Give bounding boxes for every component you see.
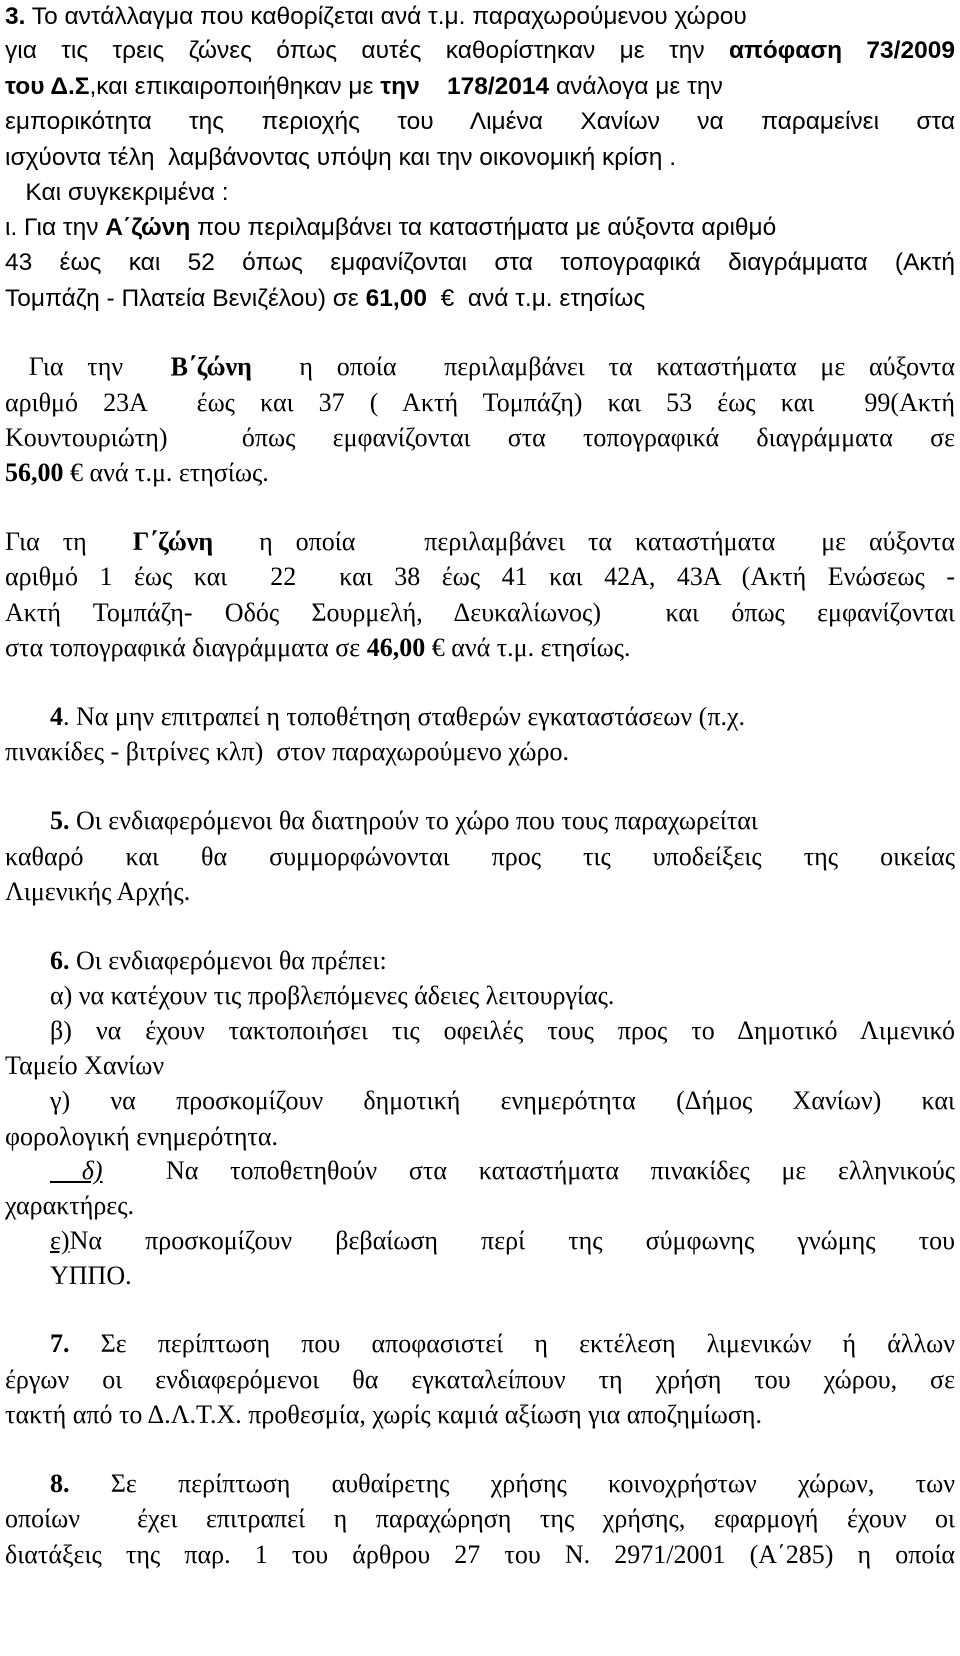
- zone-a-label: Α΄ζώνη: [105, 214, 191, 241]
- section-6-item-d-line-2: χαρακτήρες.: [5, 1191, 135, 1220]
- zone-a-price: 61,00: [365, 285, 427, 312]
- section-4-line-2: πινακίδες - βιτρίνες κλπ) στον παραχωρούμενο χώρο.: [5, 737, 569, 766]
- zone-b-label: Β΄ζώνη: [170, 352, 252, 381]
- section-8-line-3: διατάξεις της παρ. 1 του άρθρου 27 του Ν. 2971/2001 (Α΄285) η οποία: [5, 1540, 955, 1569]
- section-6-item-a: α) να κατέχουν τις προβλεπόμενες άδειες λειτουργίας.: [50, 981, 615, 1010]
- section-5-line-2: καθαρό και θα συμμορφώνονται προς τις υποδείξεις της οικείας: [5, 842, 955, 871]
- section-6-item-d-line-1: δ) Να τοποθετηθούν στα καταστήματα πινακίδες με ελληνικούς: [50, 1156, 956, 1185]
- section-3-line-3: του Δ.Σ,και επικαιροποιήθηκαν με την 178/2014 ανάλογα με την: [5, 73, 723, 100]
- section-3-line-2: για τις τρεις ζώνες όπως αυτές καθορίστηκαν με την απόφαση 73/2009: [5, 37, 955, 64]
- zone-c-line-1: Για τη Γ΄ζώνη η οποία περιλαμβάνει τα καταστήματα με αύξοντα: [5, 527, 955, 556]
- section-4-number: 4: [50, 702, 63, 731]
- zone-b-line-1: Για την Β΄ζώνη η οποία περιλαμβάνει τα καταστήματα με αύξοντα: [5, 352, 955, 381]
- section-6-line-1: 6. Οι ενδιαφερόμενοι θα πρέπει:: [50, 946, 387, 975]
- section-3-line-5: ισχύοντα τέλη λαμβάνοντας υπόψη και την οικονομική κρίση .: [5, 144, 677, 171]
- zone-c-line-3: Ακτή Τομπάζη- Οδός Σουρμελή, Δευκαλίωνος) και όπως εμφανίζονται: [5, 598, 955, 627]
- section-4-line-1: 4. Να μην επιτραπεί η τοποθέτηση σταθερών εγκαταστάσεων (π.χ.: [50, 702, 746, 731]
- section-5-line-3: Λιμενικής Αρχής.: [5, 877, 191, 906]
- zone-c-price: 46,00: [366, 633, 426, 662]
- section-7-line-2: έργων οι ενδιαφερόμενοι θα εγκαταλείπουν τη χρήση του χώρου, σε: [5, 1365, 955, 1394]
- section-7-line-3: τακτή από το Δ.Λ.Τ.Χ. προθεσμία, χωρίς καμιά αξίωση για αποζημίωση.: [5, 1400, 763, 1429]
- zone-a-line-1: ι. Για την Α΄ζώνη που περιλαμβάνει τα καταστήματα με αύξοντα αριθμό: [5, 214, 777, 241]
- section-8-line-1: 8. Σε περίπτωση αυθαίρετης χρήσης κοινοχρήστων χώρων, των: [50, 1469, 955, 1498]
- section-6-item-b-line-1: β) να έχουν τακτοποιήσει τις οφειλές τους προς το Δημοτικό Λιμενικό: [50, 1016, 955, 1045]
- zone-b-line-3: Κουντουριώτη) όπως εμφανίζονται στα τοπογραφικά διαγράμματα σε: [5, 423, 955, 452]
- zone-b-line-2: αριθμό 23Α έως και 37 ( Ακτή Τομπάζη) και 53 έως και 99(Ακτή: [5, 388, 955, 417]
- zone-a-line-2: 43 έως και 52 όπως εμφανίζονται στα τοπογραφικά διαγράμματα (Ακτή: [5, 249, 955, 276]
- section-3-line-4: εμπορικότητα της περιοχής του Λιμένα Χανίων να παραμείνει στα: [5, 108, 955, 135]
- section-6-item-c-line-2: φορολογική ενημερότητα.: [5, 1122, 278, 1151]
- section-6-item-b-line-2: Ταμείο Χανίων: [5, 1051, 165, 1080]
- zone-b-line-4: 56,00 € ανά τ.μ. ετησίως.: [5, 458, 269, 487]
- section-6-item-e-line-2: ΥΠΠΟ.: [50, 1261, 132, 1290]
- section-3-number: 3.: [5, 3, 26, 30]
- zone-b-price: 56,00: [5, 458, 64, 487]
- section-3-line-6: Και συγκεκριμένα :: [5, 179, 229, 206]
- section-8-number: 8.: [50, 1469, 70, 1498]
- zone-c-label: Γ΄ζώνη: [132, 527, 214, 556]
- zone-a-line-3: Τομπάζη - Πλατεία Βενιζέλου) σε 61,00 € ανά τ.μ. ετησίως: [5, 285, 646, 312]
- section-7-line-1: 7. Σε περίπτωση που αποφασιστεί η εκτέλεση λιμενικών ή άλλων: [50, 1329, 955, 1358]
- section-5-number: 5.: [50, 806, 70, 835]
- section-5-line-1: 5. Οι ενδιαφερόμενοι θα διατηρούν το χώρο που τους παραχωρείται: [50, 806, 758, 835]
- zone-c-line-4: στα τοπογραφικά διαγράμματα σε 46,00 € ανά τ.μ. ετησίως.: [5, 633, 631, 662]
- section-7-number: 7.: [50, 1329, 70, 1358]
- section-6-item-e-line-1: ε)Να προσκομίζουν βεβαίωση περί της σύμφωνης γνώμης του: [50, 1226, 955, 1255]
- section-6-item-c-line-1: γ) να προσκομίζουν δημοτική ενημερότητα (Δήμος Χανίων) και: [50, 1086, 955, 1115]
- section-8-line-2: οποίων έχει επιτραπεί η παραχώρηση της χρήσης, εφαρμογή έχουν οι: [5, 1504, 955, 1533]
- section-3-line-1: 3. Το αντάλλαγμα που καθορίζεται ανά τ.μ. παραχωρούμενου χώρου: [5, 3, 747, 30]
- section-6-number: 6.: [50, 946, 70, 975]
- zone-c-line-2: αριθμό 1 έως και 22 και 38 έως 41 και 42Α, 43Α (Ακτή Ενώσεως -: [5, 562, 955, 591]
